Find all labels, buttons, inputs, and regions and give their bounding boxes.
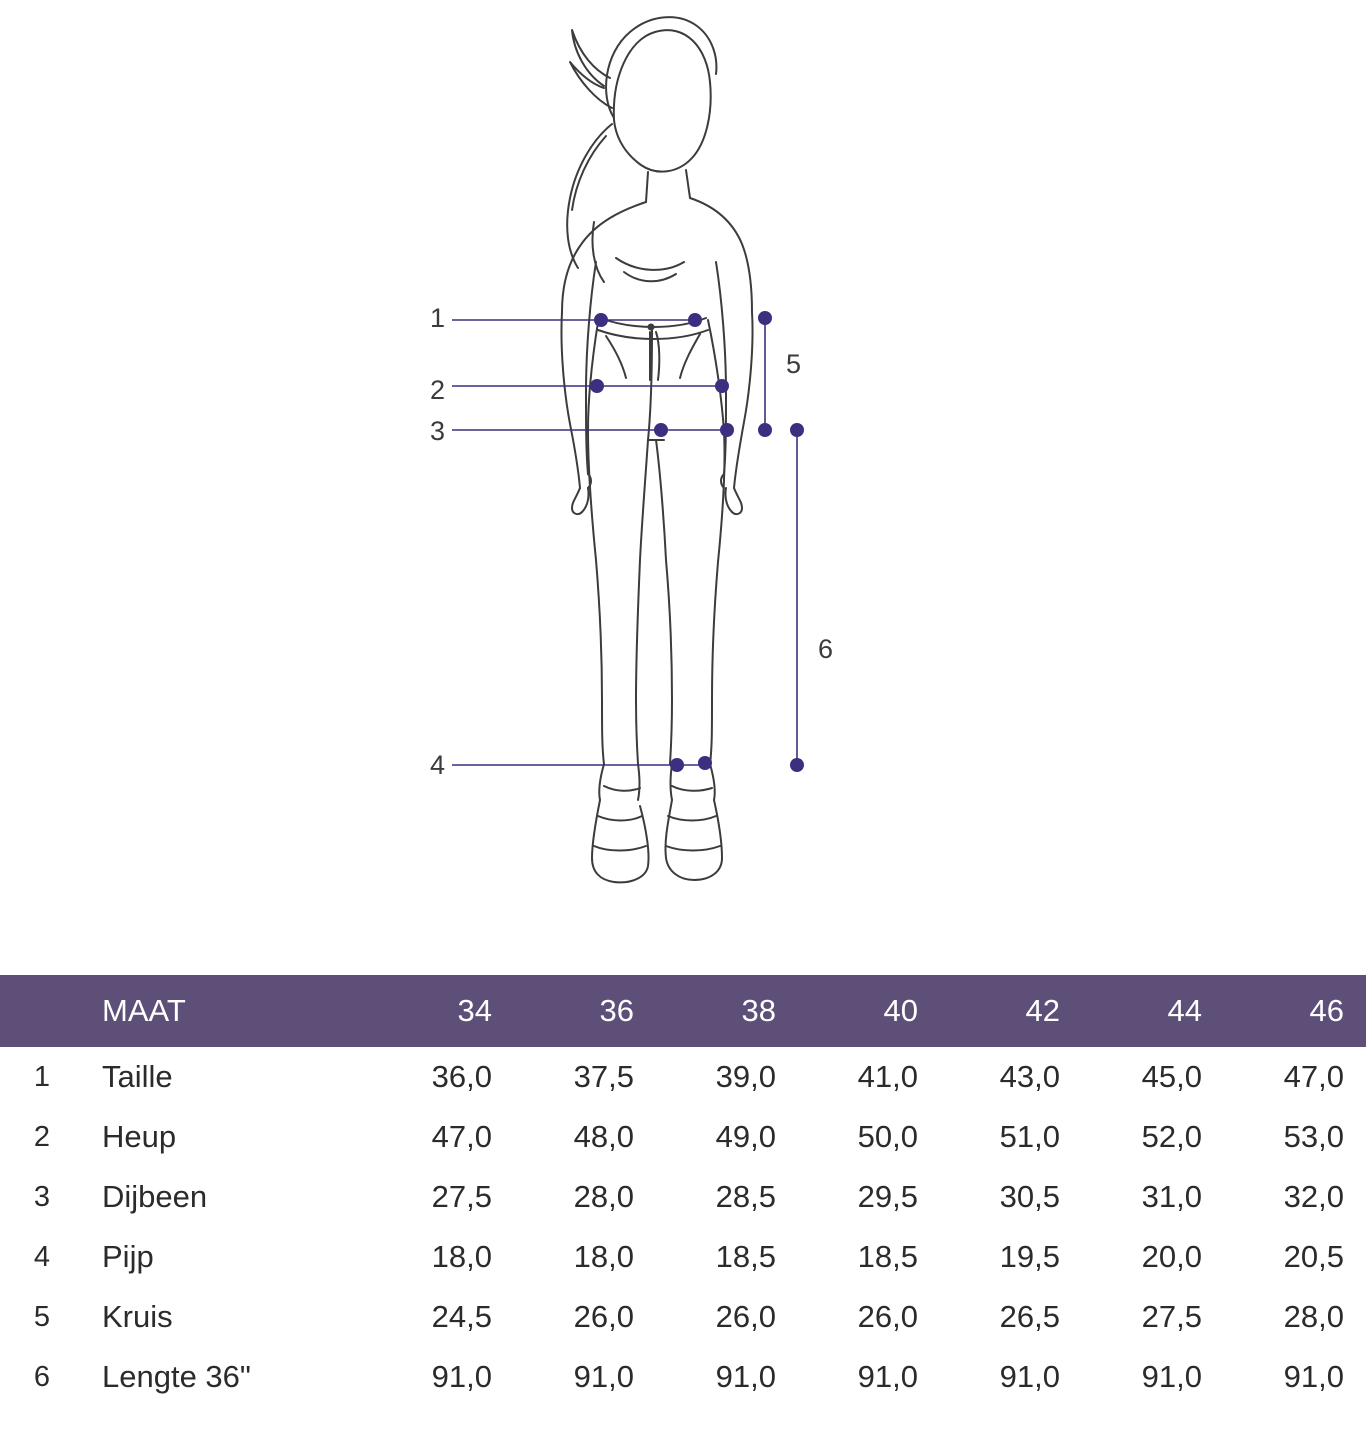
cell-value: 36,0 <box>431 1059 492 1094</box>
row-number: 1 <box>33 1060 51 1093</box>
header-size-42: 42 <box>1025 993 1060 1028</box>
cell-value: 47,0 <box>431 1119 492 1154</box>
callout-1: 1 <box>430 303 446 333</box>
table-row <box>0 1227 1366 1287</box>
header-size-46: 46 <box>1309 993 1344 1028</box>
row-label: Heup <box>102 1119 177 1154</box>
cell-value: 91,0 <box>1283 1359 1344 1394</box>
cell-value: 27,5 <box>1141 1299 1202 1334</box>
cell-value: 26,5 <box>999 1299 1060 1334</box>
row-number: 5 <box>33 1300 51 1333</box>
size-table-body <box>0 1047 1366 1407</box>
row-label: Taille <box>102 1059 173 1094</box>
cell-value: 28,5 <box>715 1179 776 1214</box>
cell-value: 28,0 <box>1283 1299 1344 1334</box>
cell-value: 91,0 <box>573 1359 634 1394</box>
table-row <box>0 1347 1366 1407</box>
cell-value: 41,0 <box>857 1059 918 1094</box>
cell-value: 91,0 <box>715 1359 776 1394</box>
row-number: 4 <box>33 1240 51 1273</box>
cell-value: 91,0 <box>999 1359 1060 1394</box>
callout-2: 2 <box>430 375 446 405</box>
cell-value: 30,5 <box>999 1179 1060 1214</box>
cell-value: 49,0 <box>715 1119 776 1154</box>
cell-value: 18,0 <box>431 1239 492 1274</box>
cell-value: 47,0 <box>1283 1059 1344 1094</box>
row-label: Kruis <box>102 1299 173 1334</box>
cell-value: 27,5 <box>431 1179 492 1214</box>
header-size-36: 36 <box>599 993 634 1028</box>
cell-value: 18,5 <box>857 1239 918 1274</box>
cell-value: 31,0 <box>1141 1179 1202 1214</box>
table-row <box>0 1287 1366 1347</box>
row-label: Pijp <box>102 1239 154 1274</box>
header-maat-label: MAAT <box>102 993 186 1028</box>
header-size-44: 44 <box>1167 993 1202 1028</box>
cell-value: 50,0 <box>857 1119 918 1154</box>
cell-value: 20,5 <box>1283 1239 1344 1274</box>
header-size-40: 40 <box>883 993 918 1028</box>
header-size-34: 34 <box>457 993 492 1028</box>
cell-value: 37,5 <box>573 1059 634 1094</box>
header-size-38: 38 <box>741 993 776 1028</box>
callout-4: 4 <box>430 750 446 780</box>
callout-5: 5 <box>786 349 802 379</box>
row-label: Lengte 36" <box>102 1359 251 1394</box>
header-number-col <box>0 975 84 1047</box>
size-table-header <box>0 975 1366 1047</box>
cell-value: 91,0 <box>431 1359 492 1394</box>
cell-value: 26,0 <box>573 1299 634 1334</box>
callout-3: 3 <box>430 416 446 446</box>
callout-6: 6 <box>818 634 834 664</box>
cell-value: 32,0 <box>1283 1179 1344 1214</box>
cell-value: 91,0 <box>857 1359 918 1394</box>
cell-value: 91,0 <box>1141 1359 1202 1394</box>
cell-value: 19,5 <box>999 1239 1060 1274</box>
cell-value: 24,5 <box>431 1299 492 1334</box>
cell-value: 29,5 <box>857 1179 918 1214</box>
cell-value: 20,0 <box>1141 1239 1202 1274</box>
table-row <box>0 1047 1366 1107</box>
row-number: 3 <box>33 1180 51 1213</box>
cell-value: 18,5 <box>715 1239 776 1274</box>
cell-value: 45,0 <box>1141 1059 1202 1094</box>
cell-value: 28,0 <box>573 1179 634 1214</box>
cell-value: 43,0 <box>999 1059 1060 1094</box>
cell-value: 39,0 <box>715 1059 776 1094</box>
cell-value: 48,0 <box>573 1119 634 1154</box>
table-header-row <box>0 975 1366 1047</box>
size-table <box>0 975 1366 1407</box>
table-row <box>0 1107 1366 1167</box>
row-label: Dijbeen <box>102 1179 208 1214</box>
table-row <box>0 1167 1366 1227</box>
cell-value: 26,0 <box>715 1299 776 1334</box>
cell-value: 51,0 <box>999 1119 1060 1154</box>
row-number: 2 <box>33 1120 51 1153</box>
row-number: 6 <box>33 1360 51 1393</box>
cell-value: 52,0 <box>1141 1119 1202 1154</box>
cell-value: 26,0 <box>857 1299 918 1334</box>
cell-value: 53,0 <box>1283 1119 1344 1154</box>
cell-value: 18,0 <box>573 1239 634 1274</box>
